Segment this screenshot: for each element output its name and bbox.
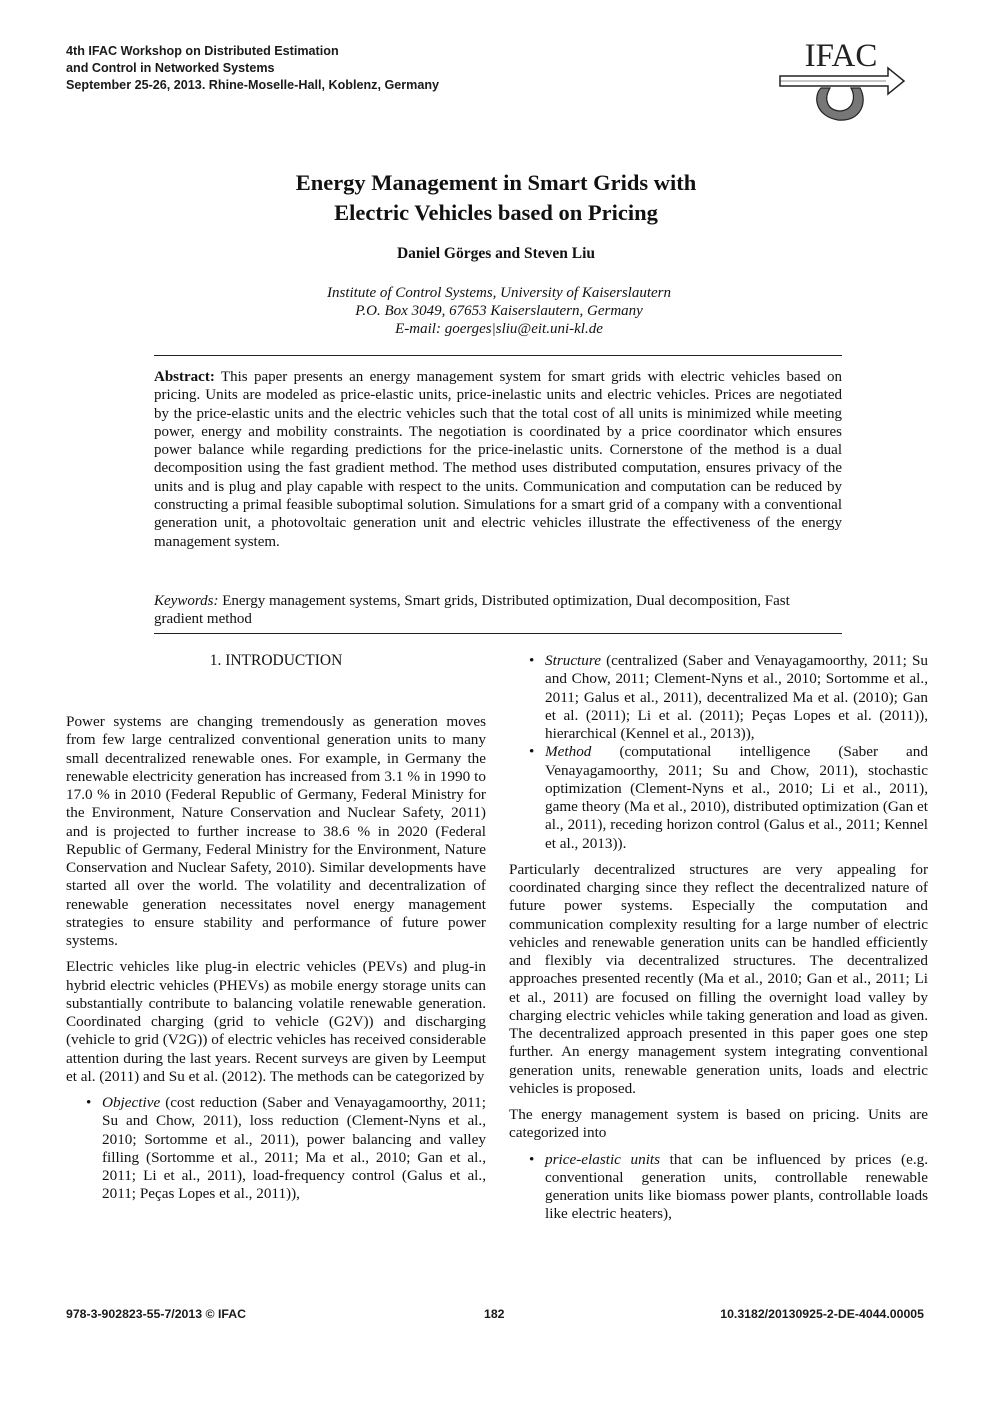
bullet-icon: • bbox=[529, 743, 535, 761]
footer-doi: 10.3182/20130925-2-DE-4044.00005 bbox=[720, 1307, 924, 1321]
section-heading: 1. INTRODUCTION bbox=[209, 652, 343, 669]
paragraph: Electric vehicles like plug-in electric vehicles (PEVs) and plug-in hybrid electric vehicles (PHEVs) as mobile energy storage units can substantially contribute to balancing volatile renewable generation. Coordinated charging (grid to vehicle (G2V)) and discharging (vehicle to grid (V2G)) of electric vehicles has received considerable attention during the last years. Recent surveys are given by Leemput et al. (2011) and Su et al. (2012). The methods can be categorized by bbox=[66, 958, 486, 1085]
bullet-list bbox=[509, 1151, 928, 1224]
authors: Daniel Görges and Steven Liu bbox=[396, 245, 596, 262]
title-line: Electric Vehicles based on Pricing bbox=[334, 200, 658, 225]
keywords-label: Keywords: bbox=[154, 593, 219, 609]
list-item bbox=[66, 1094, 486, 1204]
conference-line: September 25-26, 2013. Rhine-Moselle-Hall, Koblenz, Germany bbox=[66, 78, 440, 92]
bullet-icon: • bbox=[86, 1094, 92, 1111]
bullet-term: price-elastic units bbox=[545, 1150, 661, 1168]
bullet-list bbox=[66, 1094, 486, 1204]
bullet-text: that can be influenced by prices (e.g. conventional generation units, controllable renewable generation units like biomass power plants, controllable loads like electric heaters), bbox=[545, 1150, 929, 1223]
affiliation-line: E-mail: goerges|sliu@eit.uni-kl.de bbox=[395, 321, 603, 337]
paragraph: The energy management system is based on pricing. Units are categorized into bbox=[509, 1106, 928, 1142]
bullet-icon: • bbox=[529, 652, 535, 669]
right-column bbox=[509, 652, 928, 1232]
abstract bbox=[154, 368, 842, 551]
conference-info bbox=[66, 43, 439, 94]
list-item bbox=[509, 1151, 928, 1224]
conference-line: 4th IFAC Workshop on Distributed Estimation bbox=[66, 44, 339, 58]
affiliation-line: Institute of Control Systems, University of Kaiserslautern bbox=[326, 285, 671, 301]
affiliation bbox=[0, 284, 992, 338]
bottom-divider bbox=[154, 633, 842, 634]
ifac-logo bbox=[776, 38, 906, 124]
bullet-text: (computational intelligence (Saber and Venayagamoorthy, 2011; Su and Chow, 2011), stochastic optimization (Clement-Nyns et al., 2010; Li et al., 2011), game theory (Ma et al., 2010), distributed optimization (Gan et al., 2011), receding horizon control (Galus et al., 2011; Kennel et al., 2013)). bbox=[545, 743, 928, 852]
top-divider bbox=[154, 355, 842, 356]
list-item bbox=[509, 743, 928, 853]
paragraph: Particularly decentralized structures are very appealing for coordinated charging since they reflect the decentralized nature of future power systems. Especially the computation and communication complexity resulting for a large number of electric vehicles and renewable generation units can be handled efficiently and flexibly via decentralized structures. The decentralized approaches presented recently (Ma et al., 2010; Gan et al., 2011; Li et al., 2011) are focused on filling the overnight load valley by charging electric vehicles while taking generation and load as given. The decentralized approach presented in this paper goes one step further. An energy management system integrating conventional generation units, renewable generation units, loads and electric vehicles is proposed. bbox=[509, 860, 928, 1097]
bullet-term: Method bbox=[545, 743, 592, 761]
keywords-text: Energy management systems, Smart grids, Distributed optimization, Dual decomposition, Fast gradient method bbox=[154, 593, 790, 628]
conference-line: and Control in Networked Systems bbox=[66, 61, 275, 75]
title-line: Energy Management in Smart Grids with bbox=[295, 170, 697, 195]
footer-isbn: 978-3-902823-55-7/2013 © IFAC bbox=[66, 1307, 246, 1321]
bullet-text: (centralized (Saber and Venayagamoorthy, 2011; Su and Chow, 2011; Clement-Nyns et al., 2010; Sortomme et al., 2011; Galus et al., 2011), decentralized Ma et al. (2010); Gan et al. (2011); Li et al. (2011); Peças Lopes et al. (2011)), hierarchical (Kennel et al., 2013)), bbox=[545, 652, 928, 742]
keywords bbox=[154, 592, 842, 629]
abstract-label: Abstract: bbox=[154, 369, 215, 385]
abstract-text: This paper presents an energy management system for smart grids with electric vehicles based on pricing. Units are modeled as price-elastic units, price-inelastic units and electric vehicles. Prices are negotiated by the price-elastic units and the electric vehicles such that the total cost of all units is minimized while meeting power, energy and mobility constraints. The negotiation is coordinated by a price coordinator which ensures power balance while regarding predictions for the price-inelastic units. Cornerstone of the method is a dual decomposition using the fast gradient method. The method uses distributed computation, ensures privacy of the units and is plug and play capable with respect to the units. Communication and computation can be reduced by constructing a primal feasible suboptimal solution. Simulations for a smart grid of a company with a conventional generation unit, a photovoltaic generation unit and electric vehicles illustrate the effectiveness of the energy management system. bbox=[154, 369, 842, 550]
footer-page-number: 182 bbox=[484, 1307, 505, 1321]
bullet-icon: • bbox=[529, 1150, 535, 1168]
paper-title bbox=[0, 168, 992, 228]
affiliation-line: P.O. Box 3049, 67653 Kaiserslautern, Germany bbox=[355, 303, 643, 319]
list-item bbox=[509, 652, 928, 743]
bullet-text: (cost reduction (Saber and Venayagamoorthy, 2011; Su and Chow, 2011), loss reduction (Clement-Nyns et al., 2010; Sortomme et al., 2011), power balancing and valley filling (Sortomme et al., 2011; Ma et al., 2010; Gan et al., 2011; Li et al., 2011), load-frequency control (Galus et al., 2011; Peças Lopes et al., 2011)), bbox=[102, 1094, 486, 1203]
bullet-term: Structure bbox=[545, 652, 601, 669]
bullet-list bbox=[509, 652, 928, 853]
paragraph: Power systems are changing tremendously as generation moves from few large centralized conventional generation units to many small decentralized renewable ones. For example, in Germany the renewable electricity generation has increased from 3.1 % in 1990 to 17.0 % in 2010 (Federal Republic of Germany, Federal Ministry for the Environment, Nature Conservation and Nuclear Safety, 2011) and is projected to further increase to 38.6 % in 2020 (Federal Republic of Germany, Federal Ministry for the Environment, Nature Conservation and Nuclear Safety, 2010). Similar developments have started all over the world. The volatility and decentralization of renewable generation necessitates novel energy management strategies to ensure stability and performance of future power systems. bbox=[66, 713, 486, 949]
bullet-term: Objective bbox=[102, 1094, 161, 1111]
left-column bbox=[66, 713, 486, 1212]
logo-text: IFAC bbox=[804, 38, 878, 74]
